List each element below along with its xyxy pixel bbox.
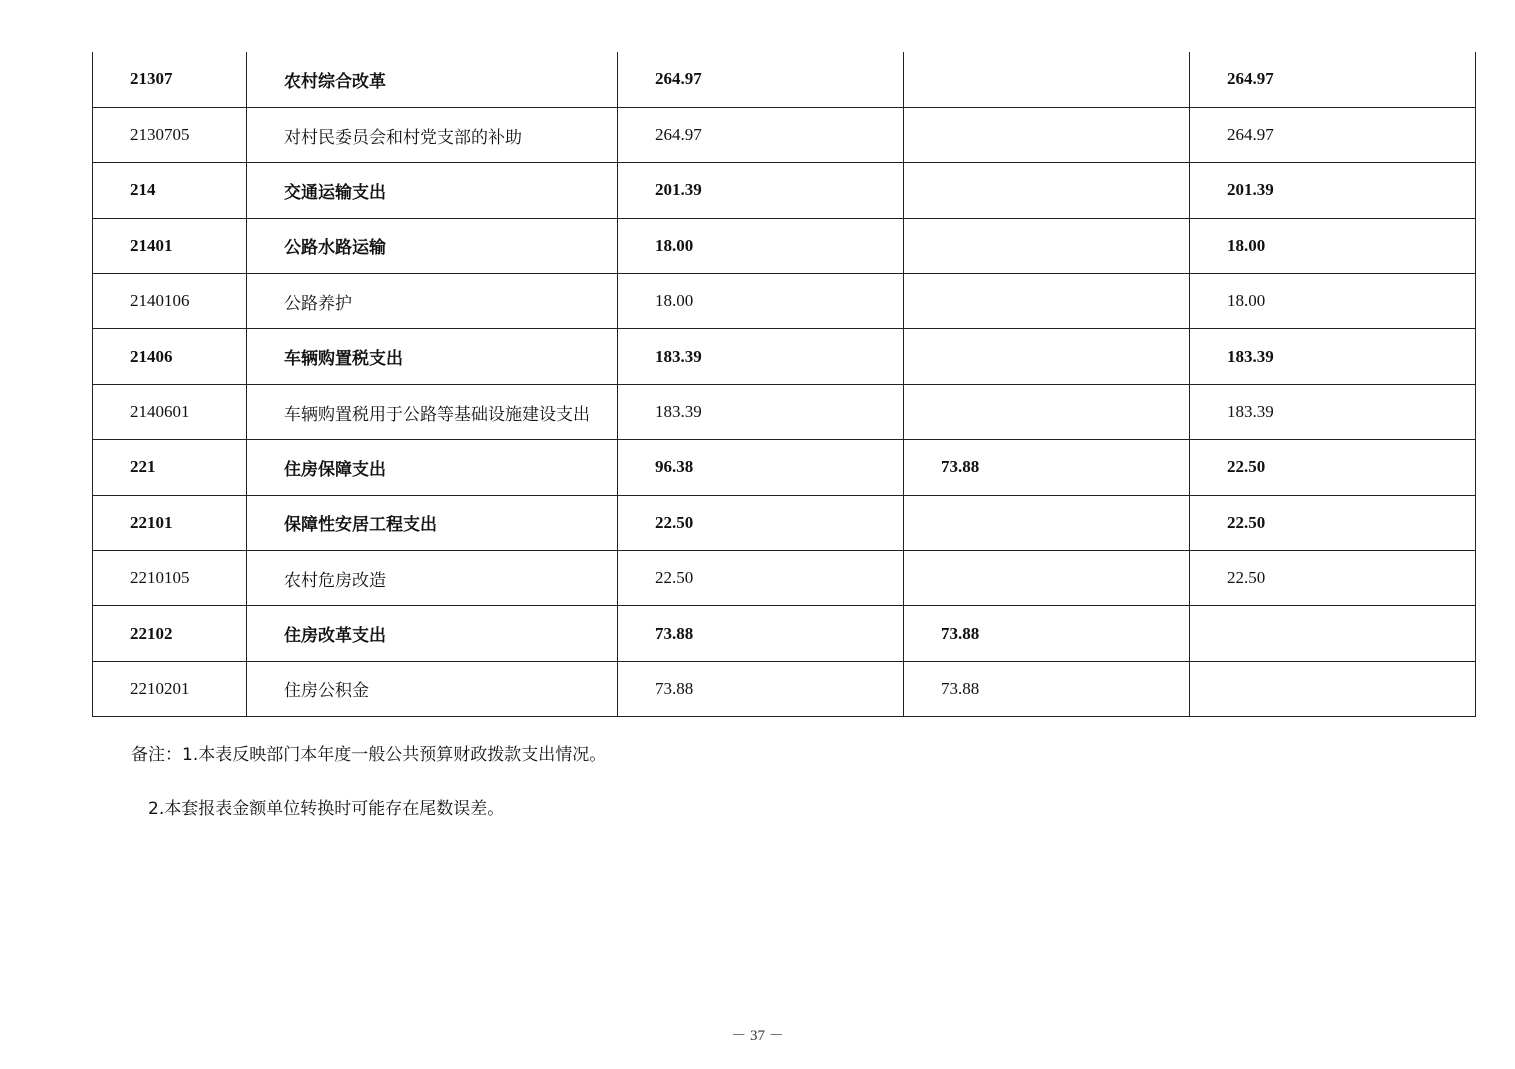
table-row	[93, 329, 1476, 384]
table-row	[93, 274, 1476, 329]
account-code-cell: 2210201	[93, 661, 247, 716]
project-expenditure-cell: 201.39	[1190, 163, 1476, 218]
total-amount-cell: 264.97	[618, 107, 904, 162]
account-name-cell: 车辆购置税用于公路等基础设施建设支出	[247, 384, 618, 439]
account-code-cell: 22101	[93, 495, 247, 550]
table-row	[93, 52, 1476, 107]
project-expenditure-cell	[1190, 606, 1476, 661]
account-code-cell: 221	[93, 440, 247, 495]
basic-expenditure-cell	[904, 551, 1190, 606]
account-name-cell: 公路养护	[247, 274, 618, 329]
account-code-cell: 21307	[93, 52, 247, 107]
account-name-cell: 对村民委员会和村党支部的补助	[247, 107, 618, 162]
account-code-cell: 22102	[93, 606, 247, 661]
account-code-cell: 2140106	[93, 274, 247, 329]
account-code-cell: 21406	[93, 329, 247, 384]
footnote-1: 备注：1.本表反映部门本年度一般公共预算财政拨款支出情况。	[131, 745, 607, 765]
total-amount-cell: 73.88	[618, 661, 904, 716]
page-number: － 37 －	[731, 1028, 784, 1044]
project-expenditure-cell: 183.39	[1190, 384, 1476, 439]
project-expenditure-cell: 18.00	[1190, 274, 1476, 329]
total-amount-cell: 183.39	[618, 329, 904, 384]
table-row	[93, 495, 1476, 550]
account-code-cell: 21401	[93, 218, 247, 273]
basic-expenditure-cell: 73.88	[904, 661, 1190, 716]
account-name-cell: 农村危房改造	[247, 551, 618, 606]
account-name-cell: 交通运输支出	[247, 163, 618, 218]
footnote-2: 2.本套报表金额单位转换时可能存在尾数误差。	[148, 799, 505, 819]
total-amount-cell: 201.39	[618, 163, 904, 218]
total-amount-cell: 18.00	[618, 218, 904, 273]
project-expenditure-cell: 22.50	[1190, 440, 1476, 495]
table-row	[93, 551, 1476, 606]
account-name-cell: 车辆购置税支出	[247, 329, 618, 384]
account-name-cell: 公路水路运输	[247, 218, 618, 273]
table-row	[93, 218, 1476, 273]
table-row	[93, 606, 1476, 661]
account-code-cell: 214	[93, 163, 247, 218]
table-row	[93, 163, 1476, 218]
table-row	[93, 440, 1476, 495]
total-amount-cell: 96.38	[618, 440, 904, 495]
total-amount-cell: 22.50	[618, 495, 904, 550]
total-amount-cell: 22.50	[618, 551, 904, 606]
project-expenditure-cell: 264.97	[1190, 107, 1476, 162]
account-name-cell: 住房改革支出	[247, 606, 618, 661]
basic-expenditure-cell	[904, 52, 1190, 107]
expenditure-table	[92, 52, 1476, 717]
table-row	[93, 107, 1476, 162]
account-code-cell: 2130705	[93, 107, 247, 162]
total-amount-cell: 264.97	[618, 52, 904, 107]
project-expenditure-cell: 264.97	[1190, 52, 1476, 107]
account-code-cell: 2140601	[93, 384, 247, 439]
total-amount-cell: 183.39	[618, 384, 904, 439]
total-amount-cell: 73.88	[618, 606, 904, 661]
basic-expenditure-cell	[904, 384, 1190, 439]
account-name-cell: 住房公积金	[247, 661, 618, 716]
account-name-cell: 农村综合改革	[247, 52, 618, 107]
basic-expenditure-cell	[904, 274, 1190, 329]
basic-expenditure-cell: 73.88	[904, 440, 1190, 495]
project-expenditure-cell: 183.39	[1190, 329, 1476, 384]
basic-expenditure-cell	[904, 495, 1190, 550]
expenditure-table-body	[93, 52, 1476, 717]
basic-expenditure-cell	[904, 163, 1190, 218]
total-amount-cell: 18.00	[618, 274, 904, 329]
project-expenditure-cell: 22.50	[1190, 495, 1476, 550]
account-name-cell: 住房保障支出	[247, 440, 618, 495]
project-expenditure-cell: 22.50	[1190, 551, 1476, 606]
basic-expenditure-cell	[904, 329, 1190, 384]
project-expenditure-cell	[1190, 661, 1476, 716]
table-row	[93, 661, 1476, 716]
project-expenditure-cell: 18.00	[1190, 218, 1476, 273]
table-row	[93, 384, 1476, 439]
basic-expenditure-cell	[904, 107, 1190, 162]
basic-expenditure-cell: 73.88	[904, 606, 1190, 661]
account-code-cell: 2210105	[93, 551, 247, 606]
account-name-cell: 保障性安居工程支出	[247, 495, 618, 550]
basic-expenditure-cell	[904, 218, 1190, 273]
